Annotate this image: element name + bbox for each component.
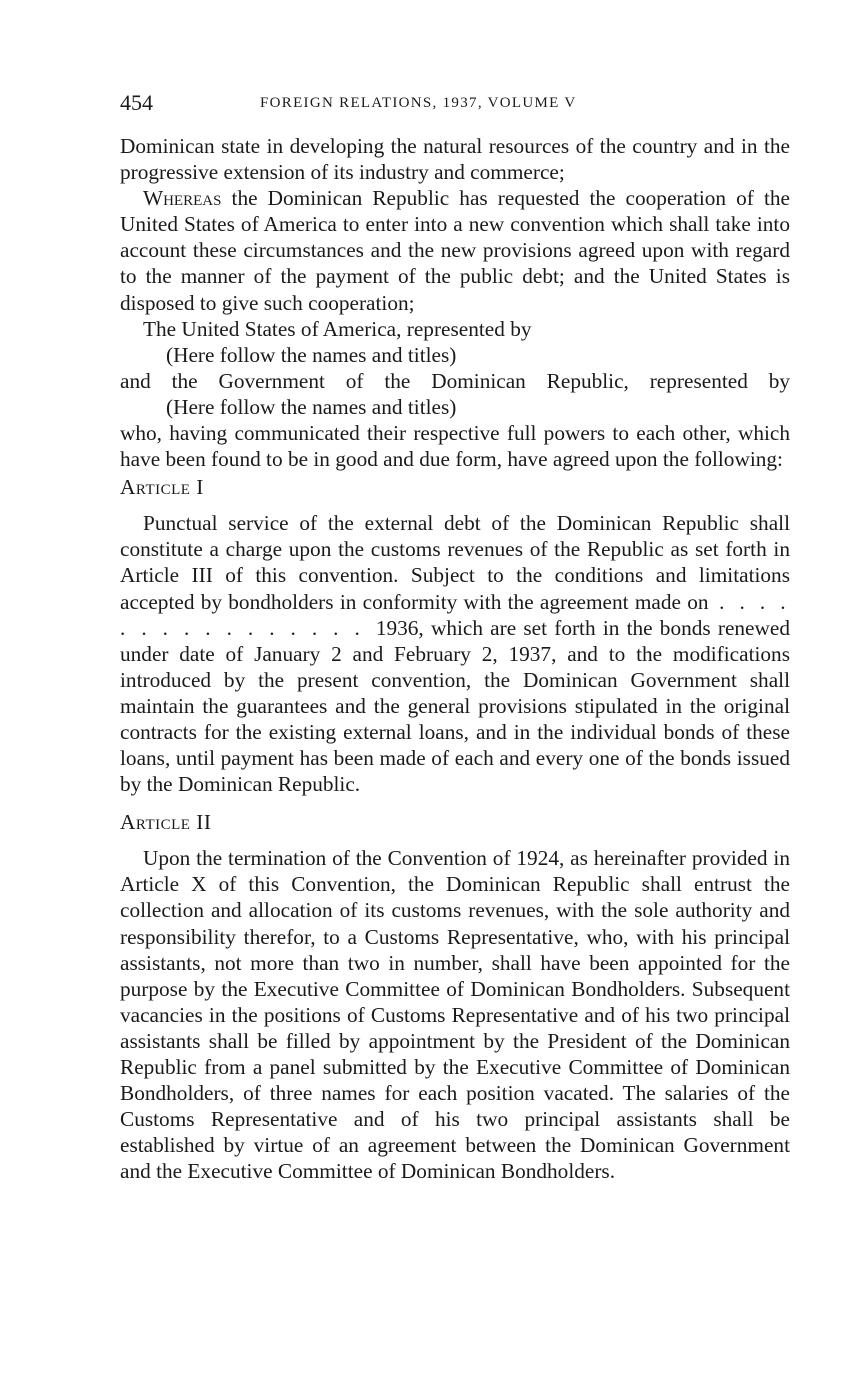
page-number: 454: [120, 90, 153, 115]
article-2-paragraph: Upon the termination of the Convention of 1924, as hereinafter provided in Article X of this Convention, the Dominican Republic shall entrust the collection and allocation of its customs revenues, with the sole authority and responsibility therefor, to a Customs Representative, who, with his principal assistants, not more than two in number, shall have been appointed for the purpose by the Executive Committee of Dominican Bondholders. Subsequent vacancies in the positions of Customs Representative and of his two principal assistants shall be filled by appointment by the President of the Dominican Republic from a panel submitted by the Executive Committee of Dominican Bondholders, of three names for each position vacated. The salaries of the Customs Representative and of his two principal assistants shall be established by virtue of an agreement between the Dominican Government and the Executive Committee of Dominican Bondholders.: [120, 846, 790, 1184]
whereas-paragraph: [120, 185, 790, 315]
article-2-heading-text: Article II: [120, 810, 212, 835]
dr-represented-line: and the Government of the Dominican Republic, represented by: [120, 368, 790, 393]
article-1-paragraph: [120, 510, 790, 797]
body-text: [120, 133, 790, 1184]
continuation-paragraph: Dominican state in developing the natural resources of the country and in the progressive extension of its industry and commerce;: [120, 134, 790, 185]
whereas-text: the Dominican Republic has requested the cooperation of the United States of America to enter into a new convention which shall take into account these circumstances and the new provisions agreed upon with regard to the manner of the payment of the public debt; and the United States is disposed to give such cooperation;: [120, 186, 790, 315]
whereas-lead: Whereas: [143, 186, 222, 211]
agreed-paragraph: who, having communicated their respective full powers to each other, which have been found to be in good and due form, have agreed upon the following:: [120, 421, 790, 472]
running-head: [120, 90, 790, 116]
names-titles-placeholder-1: (Here follow the names and titles): [166, 342, 457, 367]
article-1-text-before: Punctual service of the external debt of the Dominican Republic shall constitute a charge upon the customs revenues of the Republic as set forth in Article III of this convention. Subject to the conditions and limitations accepted by bondholders in conformity with the agreement made on: [120, 511, 790, 614]
article-1-heading: [120, 472, 790, 510]
date-leader-dots: . . . . . . . . . . . . . . . .: [120, 589, 791, 640]
article-2-heading: [120, 797, 790, 845]
article-1-heading-text: Article I: [120, 475, 204, 500]
names-titles-placeholder-2: (Here follow the names and titles): [166, 394, 457, 419]
article-1-text-after: 1936, which are set forth in the bonds renewed under date of January 2 and February 2, 1937, and to the modifications introduced by the present convention, the Dominican Government shall maintain the guarantees and the general provisions stipulated in the original contracts for the existing external loans, and in the individual bonds of these loans, until payment has been made of each and every one of the bonds issued by the Dominican Republic.: [120, 615, 790, 797]
running-head-title: FOREIGN RELATIONS, 1937, VOLUME V: [260, 95, 577, 111]
us-represented-line: The United States of America, represented by: [143, 316, 532, 341]
